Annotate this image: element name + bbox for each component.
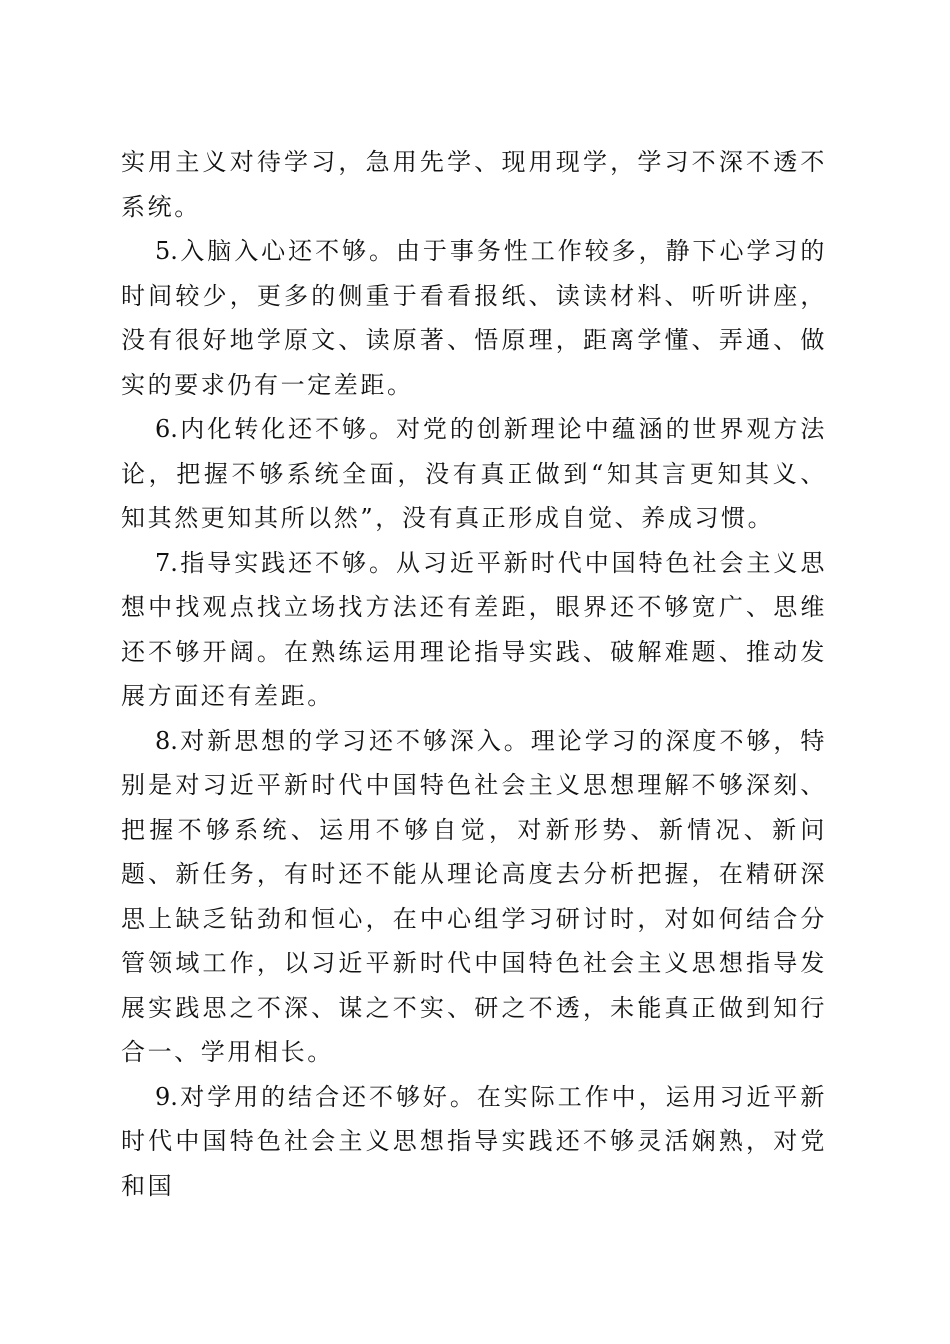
paragraph-item-8 [121,719,827,1075]
paragraph-number: 9. [155,1082,178,1111]
paragraph-item-9 [121,1075,827,1209]
paragraph-item-6 [121,407,827,541]
paragraph-item-7 [121,541,827,719]
document-body [121,140,827,1208]
paragraph-continued [121,140,827,229]
paragraph-item-5 [121,229,827,407]
paragraph-number: 7. [155,548,178,577]
paragraph-text: 对新思想的学习还不够深入。理论学习的深度不够，特别是对习近平新时代中国特色社会主义思想理解不够深刻、把握不够系统、运用不够自觉，对新形势、新情况、新问题、新任务，有时还不能从理论高度去分析把握，在精研深思上缺乏钻劲和恒心，在中心组学习研讨时，对如何结合分管领域工作，以习近平新时代中国特色社会主义思想指导发展实践思之不深、谋之不实、研之不透，未能真正做到知行合一、学用相长。 [121,726,827,1066]
paragraph-text: 指导实践还不够。从习近平新时代中国特色社会主义思想中找观点找立场找方法还有差距，眼界还不够宽广、思维还不够开阔。在熟练运用理论指导实践、破解难题、推动发展方面还有差距。 [121,548,827,710]
paragraph-text: 实用主义对待学习，急用先学、现用现学，学习不深不透不系统。 [121,148,827,221]
paragraph-number: 8. [155,726,178,755]
paragraph-text: 入脑入心还不够。由于事务性工作较多，静下心学习的时间较少，更多的侧重于看看报纸、读读材料、听听讲座，没有很好地学原文、读原著、悟原理，距离学懂、弄通、做实的要求仍有一定差距。 [121,237,827,399]
paragraph-number: 5. [155,237,178,265]
paragraph-text: 对学用的结合还不够好。在实际工作中，运用习近平新时代中国特色社会主义思想指导实践还不够灵活娴熟，对党和国 [121,1082,827,1200]
paragraph-number: 6. [155,415,178,443]
paragraph-text: 内化转化还不够。对党的创新理论中蕴涵的世界观方法论，把握不够系统全面，没有真正做到“知其言更知其义、知其然更知其所以然”，没有真正形成自觉、养成习惯。 [121,415,827,532]
